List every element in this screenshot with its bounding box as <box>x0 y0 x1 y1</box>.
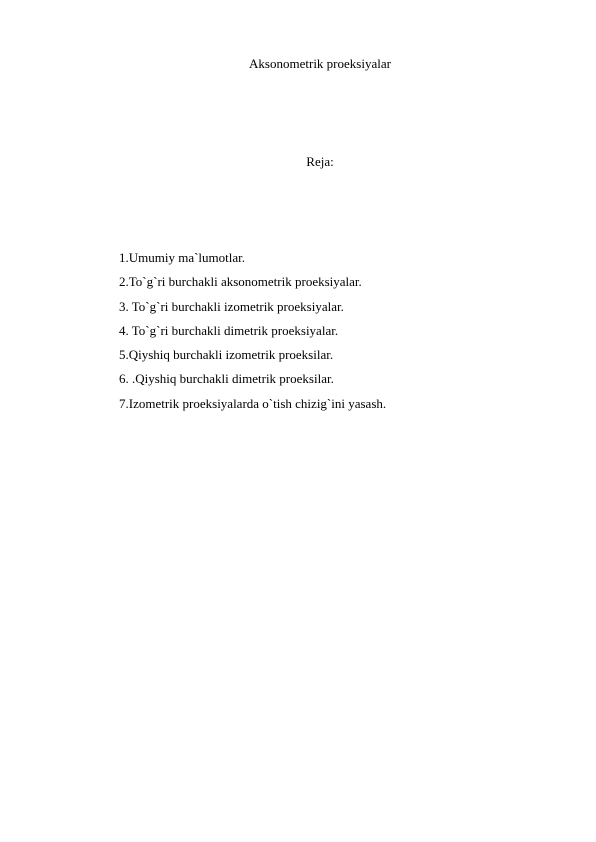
plan-item: 2.To`g`ri burchakli aksonometrik proeksiyalar. <box>119 274 362 290</box>
plan-item: 5.Qiyshiq burchakli izometrik proeksilar. <box>119 347 334 363</box>
document-title: Aksonometrik proeksiyalar <box>249 56 391 71</box>
plan-item: 1.Umumiy ma`lumotlar. <box>119 250 246 265</box>
plan-heading: Reja: <box>306 154 334 169</box>
plan-list <box>119 250 386 420</box>
plan-item: 3. To`g`ri burchakli izometrik proeksiyalar. <box>119 298 344 314</box>
plan-item: 7.Izometrik proeksiyalarda o`tish chizig`ini yasash. <box>119 395 387 411</box>
plan-item: 4. To`g`ri burchakli dimetrik proeksiyalar. <box>119 322 339 338</box>
plan-item: 6. .Qiyshiq burchakli dimetrik proeksilar. <box>119 371 334 387</box>
